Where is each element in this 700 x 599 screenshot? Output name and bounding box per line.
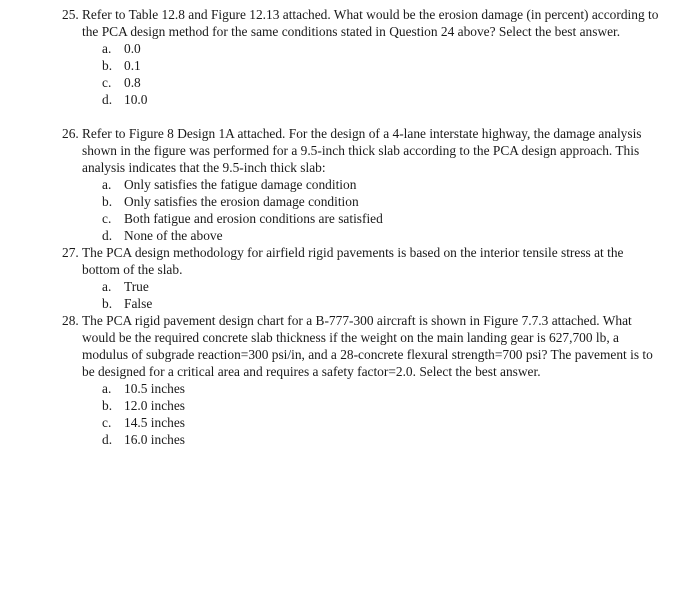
answer-options bbox=[82, 380, 660, 448]
option-letter: b. bbox=[102, 398, 113, 413]
option-text: None of the above bbox=[124, 228, 223, 243]
answer-option-a bbox=[82, 176, 660, 193]
option-letter: b. bbox=[102, 58, 113, 73]
option-letter: a. bbox=[102, 41, 112, 56]
question-25 bbox=[62, 6, 660, 108]
answer-option-d bbox=[82, 431, 660, 448]
option-text: True bbox=[124, 279, 149, 294]
answer-option-d bbox=[82, 227, 660, 244]
question-26 bbox=[62, 125, 660, 244]
option-text: 10.0 bbox=[124, 92, 148, 107]
option-letter: a. bbox=[102, 279, 112, 294]
question-number: 26. bbox=[62, 126, 79, 141]
answer-options bbox=[82, 176, 660, 244]
option-letter: c. bbox=[102, 415, 112, 430]
option-letter: a. bbox=[102, 381, 112, 396]
option-text: 12.0 inches bbox=[124, 398, 185, 413]
answer-option-a bbox=[82, 380, 660, 397]
answer-option-b bbox=[82, 57, 660, 74]
option-letter: d. bbox=[102, 228, 113, 243]
answer-option-c bbox=[82, 414, 660, 431]
option-text: 0.8 bbox=[124, 75, 141, 90]
option-text: Only satisfies the erosion damage condition bbox=[124, 194, 359, 209]
option-text: 10.5 inches bbox=[124, 381, 185, 396]
option-letter: b. bbox=[102, 194, 113, 209]
answer-option-b bbox=[82, 295, 660, 312]
option-letter: c. bbox=[102, 75, 112, 90]
question-27 bbox=[62, 244, 660, 312]
answer-option-a bbox=[82, 40, 660, 57]
option-letter: d. bbox=[102, 92, 113, 107]
option-text: False bbox=[124, 296, 153, 311]
answer-option-c bbox=[82, 210, 660, 227]
option-text: 14.5 inches bbox=[124, 415, 185, 430]
option-text: Only satisfies the fatigue damage condition bbox=[124, 177, 357, 192]
question-number: 28. bbox=[62, 313, 79, 328]
answer-option-b bbox=[82, 397, 660, 414]
question-28 bbox=[62, 312, 660, 448]
option-letter: d. bbox=[102, 432, 113, 447]
question-text: Refer to Figure 8 Design 1A attached. For the design of a 4-lane interstate highway, the damage analysis shown in the figure was performed for a 9.5-inch thick slab according to the PCA design approach. This analysis indicates that the 9.5-inch thick slab: bbox=[82, 126, 642, 175]
answer-options bbox=[82, 278, 660, 312]
option-text: 0.1 bbox=[124, 58, 141, 73]
question-number: 25. bbox=[62, 7, 79, 22]
option-letter: b. bbox=[102, 296, 113, 311]
option-letter: c. bbox=[102, 211, 112, 226]
option-text: Both fatigue and erosion conditions are satisfied bbox=[124, 211, 383, 226]
question-text: The PCA rigid pavement design chart for a B-777-300 aircraft is shown in Figure 7.7.3 attached. What would be the required concrete slab thickness if the weight on the main landing gear is 627,700 lb, a modulus of subgrade reaction=300 psi/in, and a 28-concrete flexural strength=700 psi? The pavement is to be designed for a critical area and requires a safety factor=2.0. Select the best answer. bbox=[82, 313, 653, 379]
answer-option-c bbox=[82, 74, 660, 91]
answer-options bbox=[82, 40, 660, 108]
answer-option-d bbox=[82, 91, 660, 108]
question-text: The PCA design methodology for airfield rigid pavements is based on the interior tensile stress at the bottom of the slab. bbox=[82, 245, 624, 277]
question-text: Refer to Table 12.8 and Figure 12.13 attached. What would be the erosion damage (in percent) according to the PCA design method for the same conditions stated in Question 24 above? Select the best answer. bbox=[82, 7, 659, 39]
answer-option-a bbox=[82, 278, 660, 295]
answer-option-b bbox=[82, 193, 660, 210]
option-text: 0.0 bbox=[124, 41, 141, 56]
question-number: 27. bbox=[62, 245, 79, 260]
option-letter: a. bbox=[102, 177, 112, 192]
option-text: 16.0 inches bbox=[124, 432, 185, 447]
